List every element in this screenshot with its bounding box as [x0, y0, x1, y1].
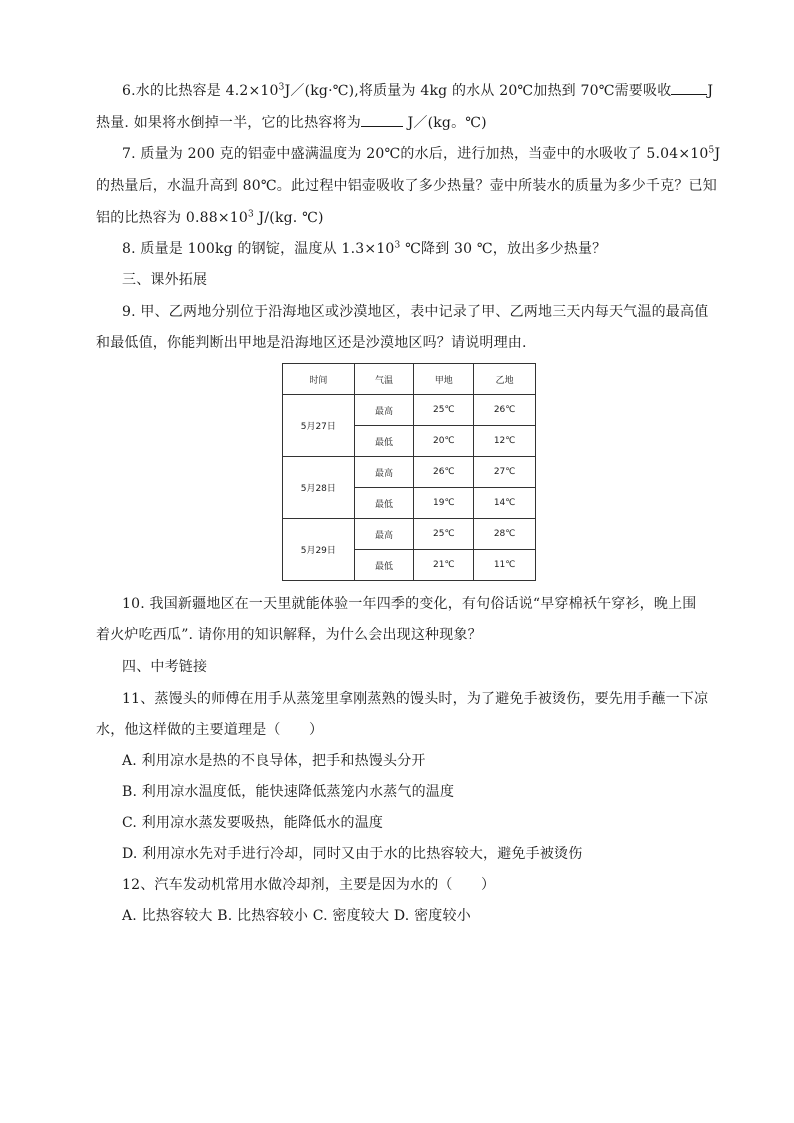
- type-cell: 最低: [354, 550, 414, 581]
- q11-option-c: C. 利用凉水蒸发要吸热，能降低水的温度: [122, 815, 384, 831]
- q8-text-a: 8. 质量是 100kg 的钢锭，温度从 1.3×10: [122, 241, 395, 257]
- date-cell: 5月29日: [283, 519, 355, 581]
- type-cell: 最高: [354, 519, 414, 550]
- place-a-cell: 26℃: [414, 457, 474, 488]
- type-cell: 最高: [354, 395, 414, 426]
- type-cell: 最低: [354, 488, 414, 519]
- place-b-cell: 26℃: [474, 395, 536, 426]
- q7-text-a: 7. 质量为 200 克的铝壶中盛满温度为 20℃的水后，进行加热，当壶中的水吸收了 5.04×10: [122, 146, 709, 162]
- q7-line3: [96, 208, 324, 228]
- q7-text-c: 铝的比热容为 0.88×10: [96, 210, 248, 226]
- q7-exponent-1: 5: [708, 145, 715, 156]
- q7-line1: [122, 144, 720, 164]
- header-time: 时间: [283, 364, 355, 395]
- q6-exponent: 3: [278, 82, 285, 93]
- q7-text-d: J/(kg. ℃): [253, 210, 324, 226]
- q8-line: [122, 239, 606, 259]
- place-b-cell: 28℃: [474, 519, 536, 550]
- place-a-cell: 25℃: [414, 395, 474, 426]
- header-place-b: 乙地: [474, 364, 536, 395]
- table-row: [283, 457, 536, 488]
- place-b-cell: 27℃: [474, 457, 536, 488]
- header-temperature: 气温: [354, 364, 414, 395]
- q7-text-b: J: [714, 146, 721, 162]
- q11-option-a: A. 利用凉水是热的不良导体，把手和热馒头分开: [122, 753, 426, 769]
- q6-answer-blank-2[interactable]: [361, 112, 403, 127]
- table-header-row: [283, 364, 536, 395]
- q11-line2: 水，他这样做的主要道理是（ ）: [96, 722, 324, 738]
- q11-option-b: B. 利用凉水温度低，能快速降低蒸笼内水蒸气的温度: [122, 784, 455, 800]
- q12-options: A. 比热容较大 B. 比热容较小 C. 密度较大 D. 密度较小: [122, 908, 471, 924]
- date-cell: 5月27日: [283, 395, 355, 457]
- temperature-table: [282, 363, 536, 581]
- place-a-cell: 19℃: [414, 488, 474, 519]
- q8-text-b: ℃降到 30 ℃，放出多少热量？: [400, 241, 607, 257]
- place-b-cell: 14℃: [474, 488, 536, 519]
- type-cell: 最低: [354, 426, 414, 457]
- q6-text-c: 热量. 如果将水倒掉一半，它的比热容将为: [96, 115, 361, 131]
- type-cell: 最高: [354, 457, 414, 488]
- place-b-cell: 11℃: [474, 550, 536, 581]
- q10-line2: 着火炉吃西瓜”. 请你用的知识解释，为什么会出现这种现象？: [96, 627, 482, 643]
- q7-line2: 的热量后，水温升高到 80℃。此过程中铝壶吸收了多少热量？壶中所装水的质量为多少千克？已知: [96, 178, 717, 194]
- q6-unit-1: J: [707, 83, 714, 99]
- q9-line2: 和最低值，你能判断出甲地是沿海地区还是沙漠地区吗？请说明理由.: [96, 335, 527, 351]
- q11-option-d: D. 利用凉水先对手进行冷却，同时又由于水的比热容较大，避免手被烫伤: [122, 846, 583, 862]
- q8-exponent: 3: [394, 240, 401, 251]
- q7-exponent-2: 3: [247, 209, 254, 220]
- date-cell: 5月28日: [283, 457, 355, 519]
- q6-text-a: 6.水的比热容是 4.2×10: [122, 83, 279, 99]
- header-place-a: 甲地: [414, 364, 474, 395]
- q10-line1: 10. 我国新疆地区在一天里就能体验一年四季的变化，有句俗话说“早穿棉袄午穿衫，晚上围: [122, 596, 697, 612]
- q6-unit-2: J／(kg。℃): [407, 115, 487, 131]
- place-a-cell: 25℃: [414, 519, 474, 550]
- section-heading-3: 三、课外拓展: [122, 272, 208, 288]
- place-b-cell: 12℃: [474, 426, 536, 457]
- q11-line1: 11、蒸馒头的师傅在用手从蒸笼里拿刚蒸熟的馒头时，为了避免手被烫伤，要先用手蘸一下凉: [122, 691, 709, 707]
- q6-answer-blank-1[interactable]: [671, 80, 707, 95]
- section-heading-4: 四、中考链接: [122, 659, 208, 675]
- place-a-cell: 20℃: [414, 426, 474, 457]
- table-row: [283, 395, 536, 426]
- q9-line1: 9. 甲、乙两地分别位于沿海地区或沙漠地区，表中记录了甲、乙两地三天内每天气温的最高值: [122, 304, 709, 320]
- q6-line1: [122, 80, 713, 101]
- q6-line2: [96, 112, 487, 133]
- q6-text-b: J／(kg·℃),将质量为 4kg 的水从 20℃加热到 70℃需要吸收: [284, 83, 672, 99]
- table-row: [283, 519, 536, 550]
- q12-line1: 12、汽车发动机常用水做冷却剂，主要是因为水的（ ）: [122, 877, 496, 893]
- place-a-cell: 21℃: [414, 550, 474, 581]
